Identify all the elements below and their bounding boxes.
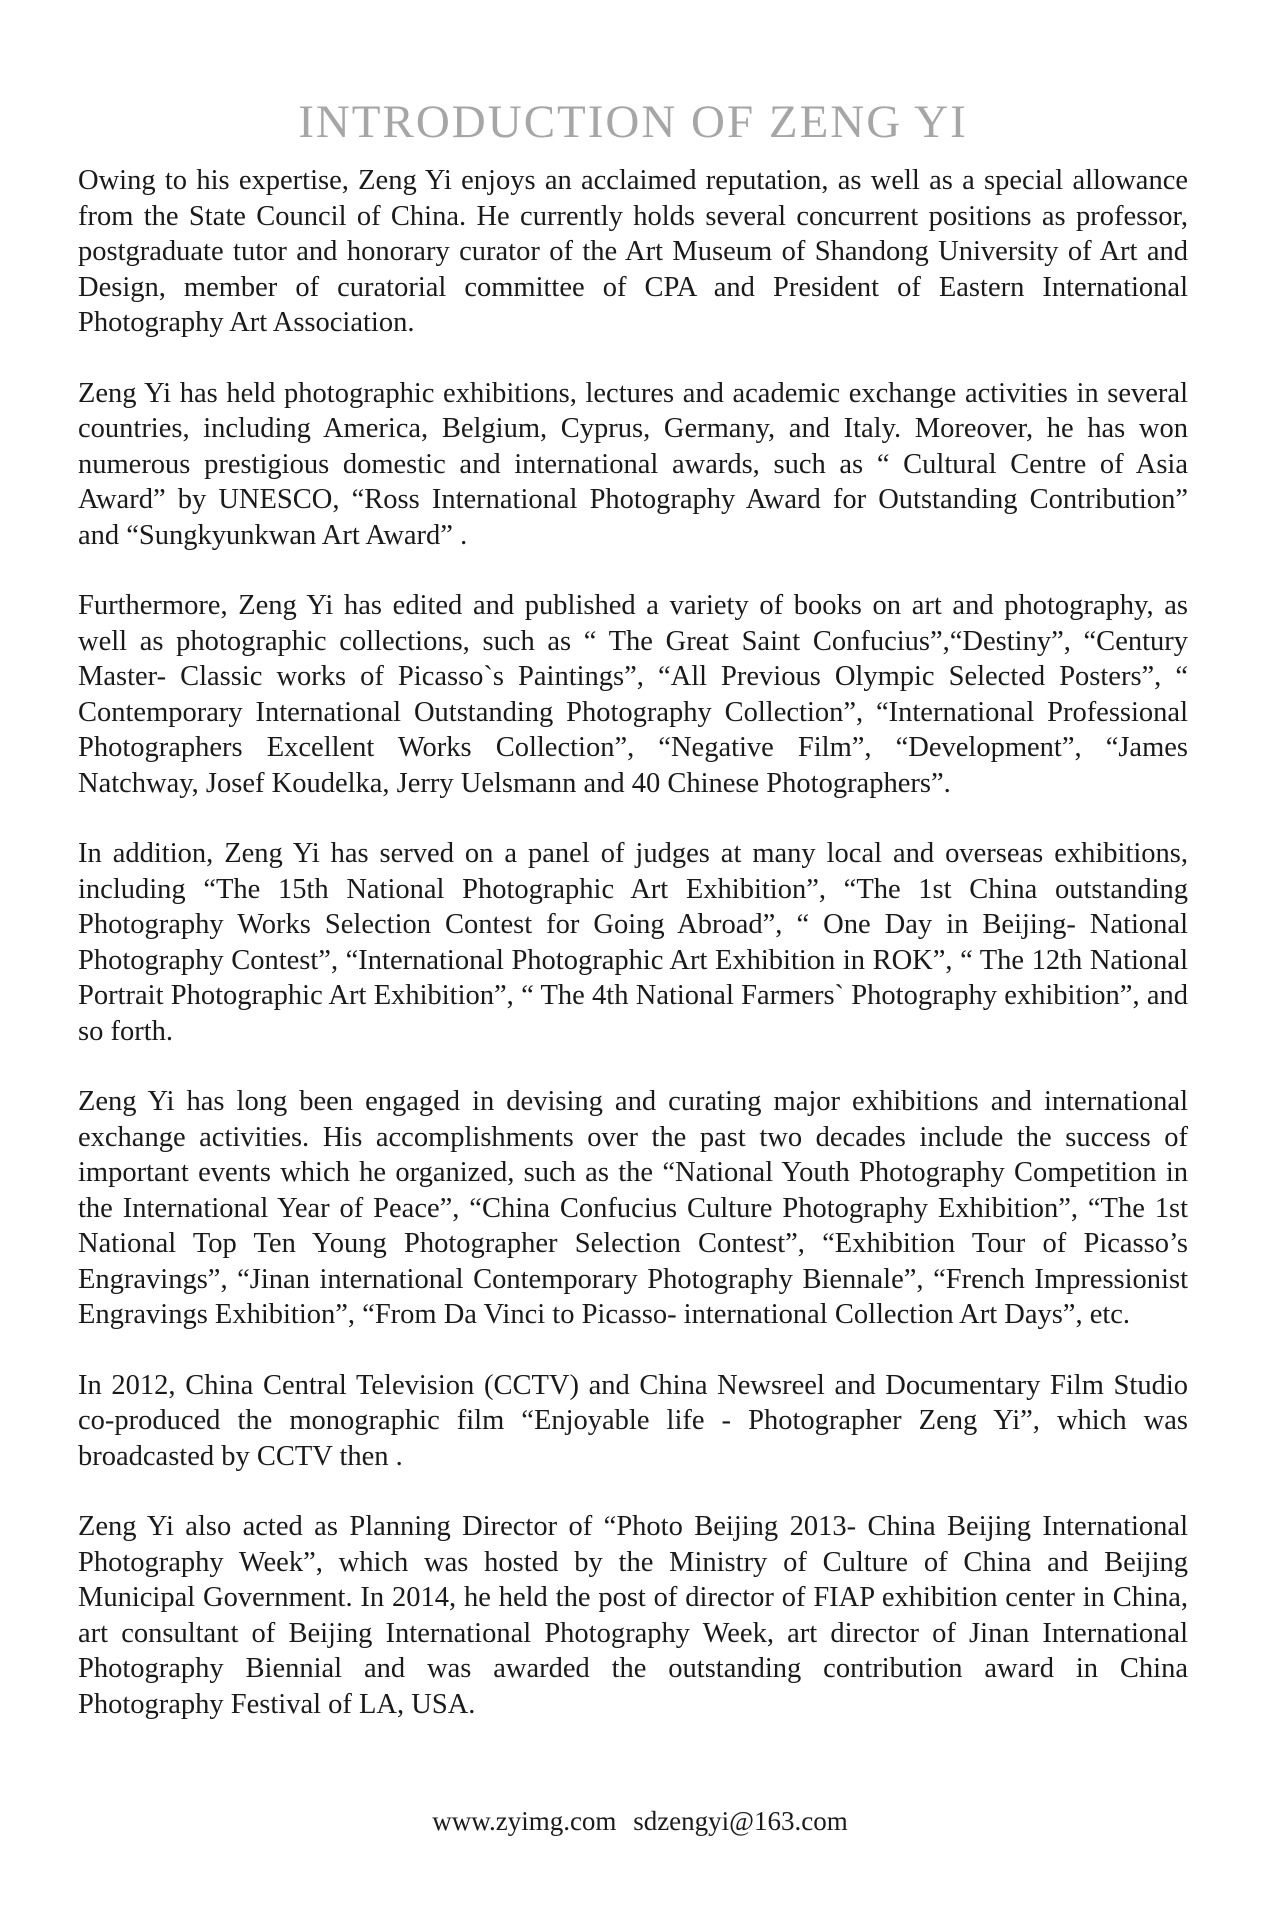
paragraph-positions: Zeng Yi also acted as Planning Director of “Photo Beijing 2013- China Beijing International Photography Week”, which was hosted by the Ministry of Culture of China and Beijing Municipal Government. In 2014, he held the post of director of FIAP exhibition center in China, art consultant of Beijing International Photography Week, art director of Jinan International Photography Biennial and was awarded the outstanding contribution award in China Photography Festival of LA, USA.: [78, 1511, 1188, 1720]
paragraph-judging: In addition, Zeng Yi has served on a panel of judges at many local and overseas exhibitions, including “The 15th National Photographic Art Exhibition”, “The 1st China outstanding Photography Works Selection Contest for Going Abroad”, “ One Day in Beijing- National Photography Contest”, “International Photographic Art Exhibition in ROK”, “ The 12th National Portrait Photographic Art Exhibition”, “ The 4th National Farmers` Photography exhibition”, and so forth.: [78, 838, 1188, 1047]
website-link[interactable]: www.zyimg.com: [432, 1806, 617, 1836]
email-link[interactable]: sdzengyi@163.com: [633, 1806, 848, 1836]
paragraph-publications: Furthermore, Zeng Yi has edited and published a variety of books on art and photography, as well as photographic collections, such as “ The Great Saint Confucius”,“Destiny”, “Century Master- Classic works of Picasso`s Paintings”, “All Previous Olympic Selected Posters”, “ Contemporary International Outstanding Photography Collection”, “International Professional Photographers Excellent Works Collection”, “Negative Film”, “Development”, “James Natchway, Josef Koudelka, Jerry Uelsmann and 40 Chinese Photographers”.: [78, 590, 1188, 799]
paragraph-introduction: Owing to his expertise, Zeng Yi enjoys an acclaimed reputation, as well as a special allowance from the State Council of China. He currently holds several concurrent positions as professor, postgraduate tutor and honorary curator of the Art Museum of Shandong University of Art and Design, member of curatorial committee of CPA and President of Eastern International Photography Art Association.: [78, 165, 1188, 338]
paragraph-film: In 2012, China Central Television (CCTV) and China Newsreel and Documentary Film Studio co-produced the monographic film “Enjoyable life - Photographer Zeng Yi”, which was broadcasted by CCTV then .: [78, 1369, 1188, 1472]
page-title: INTRODUCTION OF ZENG YI: [298, 96, 968, 148]
document-body: [78, 95, 1188, 1722]
paragraph-curating: Zeng Yi has long been engaged in devising and curating major exhibitions and international exchange activities. His accomplishments over the past two decades include the success of important events which he organized, such as the “National Youth Photography Competition in the International Year of Peace”, “China Confucius Culture Photography Exhibition”, “The 1st National Top Ten Young Photographer Selection Contest”, “Exhibition Tour of Picasso’s Engravings”, “Jinan international Contemporary Photography Biennale”, “French Impressionist Engravings Exhibition”, “From Da Vinci to Picasso- international Collection Art Days”, etc.: [78, 1086, 1188, 1330]
page-footer: [0, 1804, 1280, 1838]
paragraph-exhibitions-awards: Zeng Yi has held photographic exhibitions, lectures and academic exchange activities in several countries, including America, Belgium, Cyprus, Germany, and Italy. Moreover, he has won numerous prestigious domestic and international awards, such as “ Cultural Centre of Asia Award” by UNESCO, “Ross International Photography Award for Outstanding Contribution” and “Sungkyunkwan Art Award” .: [78, 377, 1188, 551]
